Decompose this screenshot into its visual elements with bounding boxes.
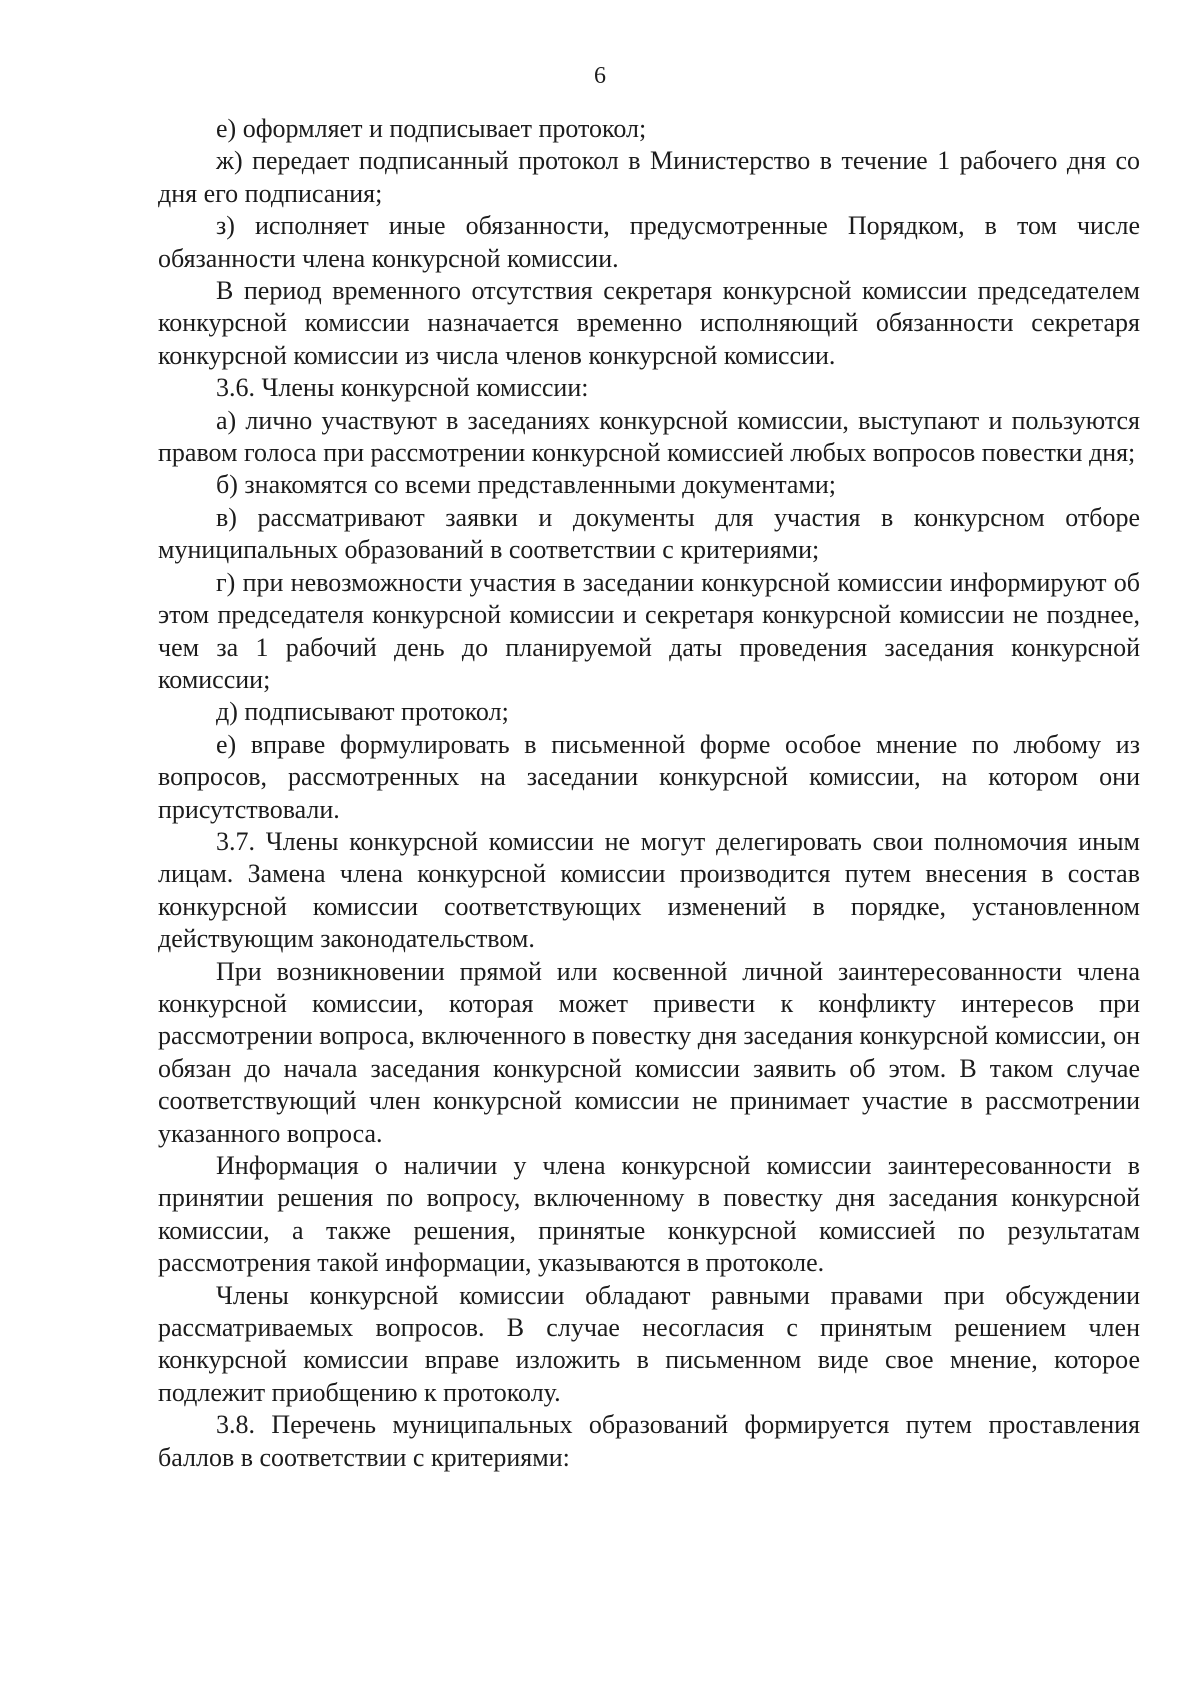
document-body (158, 113, 1140, 1474)
paragraph: г) при невозможности участия в заседании конкурсной комиссии информируют об этом председателя конкурсной комиссии и секретаря конкурсной комиссии не позднее, чем за 1 рабочий день до планируемой даты проведения заседания конкурсной комиссии; (158, 567, 1140, 694)
page-number: 6 (594, 63, 606, 89)
paragraph: 3.8. Перечень муниципальных образований формируется путем проставления баллов в соответствии с критериями: (158, 1410, 1140, 1472)
paragraph: е) оформляет и подписывает протокол; (216, 114, 647, 143)
paragraph: б) знакомятся со всеми представленными документами; (216, 470, 837, 500)
paragraph: В период временного отсутствия секретаря конкурсной комиссии председателем конкурсной комиссии назначается временно исполняющий обязанности секретаря конкурсной комиссии из числа членов конкурсной комиссии. (158, 276, 1140, 370)
paragraph: в) рассматривают заявки и документы для участия в конкурсном отборе муниципальных образований в соответствии с критериями; (158, 502, 1140, 565)
paragraph: д) подписывают протокол; (216, 697, 509, 727)
paragraph: ж) передает подписанный протокол в Министерство в течение 1 рабочего дня со дня его подписания; (158, 146, 1140, 208)
paragraph: 3.6. Члены конкурсной комиссии: (216, 373, 589, 403)
paragraph: Информация о наличии у члена конкурсной комиссии заинтересованности в принятии решения по вопросу, включенному в повестку дня заседания конкурсной комиссии, а также решения, принятые конкурсной комиссией по результатам рассмотрения такой информации, указываются в протоколе. (158, 1151, 1140, 1278)
paragraph: е) вправе формулировать в письменной форме особое мнение по любому из вопросов, рассмотренных на заседании конкурсной комиссии, на котором они присутствовали. (158, 729, 1140, 824)
paragraph: 3.7. Члены конкурсной комиссии не могут делегировать свои полномочия иным лицам. Замена члена конкурсной комиссии производится путем внесения в состав конкурсной комиссии соответствующих изменений в порядке, установленном действующим законодательством. (158, 826, 1140, 954)
paragraph: з) исполняет иные обязанности, предусмотренные Порядком, в том числе обязанности члена конкурсной комиссии. (158, 211, 1140, 273)
paragraph: При возникновении прямой или косвенной личной заинтересованности члена конкурсной комиссии, которая может привести к конфликту интересов при рассмотрении вопроса, включенного в повестку дня заседания конкурсной комиссии, он обязан до начала заседания конкурсной комиссии заявить об этом. В таком случае соответствующий член конкурсной комиссии не принимает участие в рассмотрении указанного вопроса. (158, 956, 1140, 1148)
paragraph: а) лично участвуют в заседаниях конкурсной комиссии, выступают и пользуются правом голоса при рассмотрении конкурсной комиссией любых вопросов повестки дня; (158, 405, 1140, 468)
paragraph: Члены конкурсной комиссии обладают равными правами при обсуждении рассматриваемых вопросов. В случае несогласия с принятым решением член конкурсной комиссии вправе изложить в письменном виде свое мнение, которое подлежит приобщению к протоколу. (158, 1280, 1140, 1407)
